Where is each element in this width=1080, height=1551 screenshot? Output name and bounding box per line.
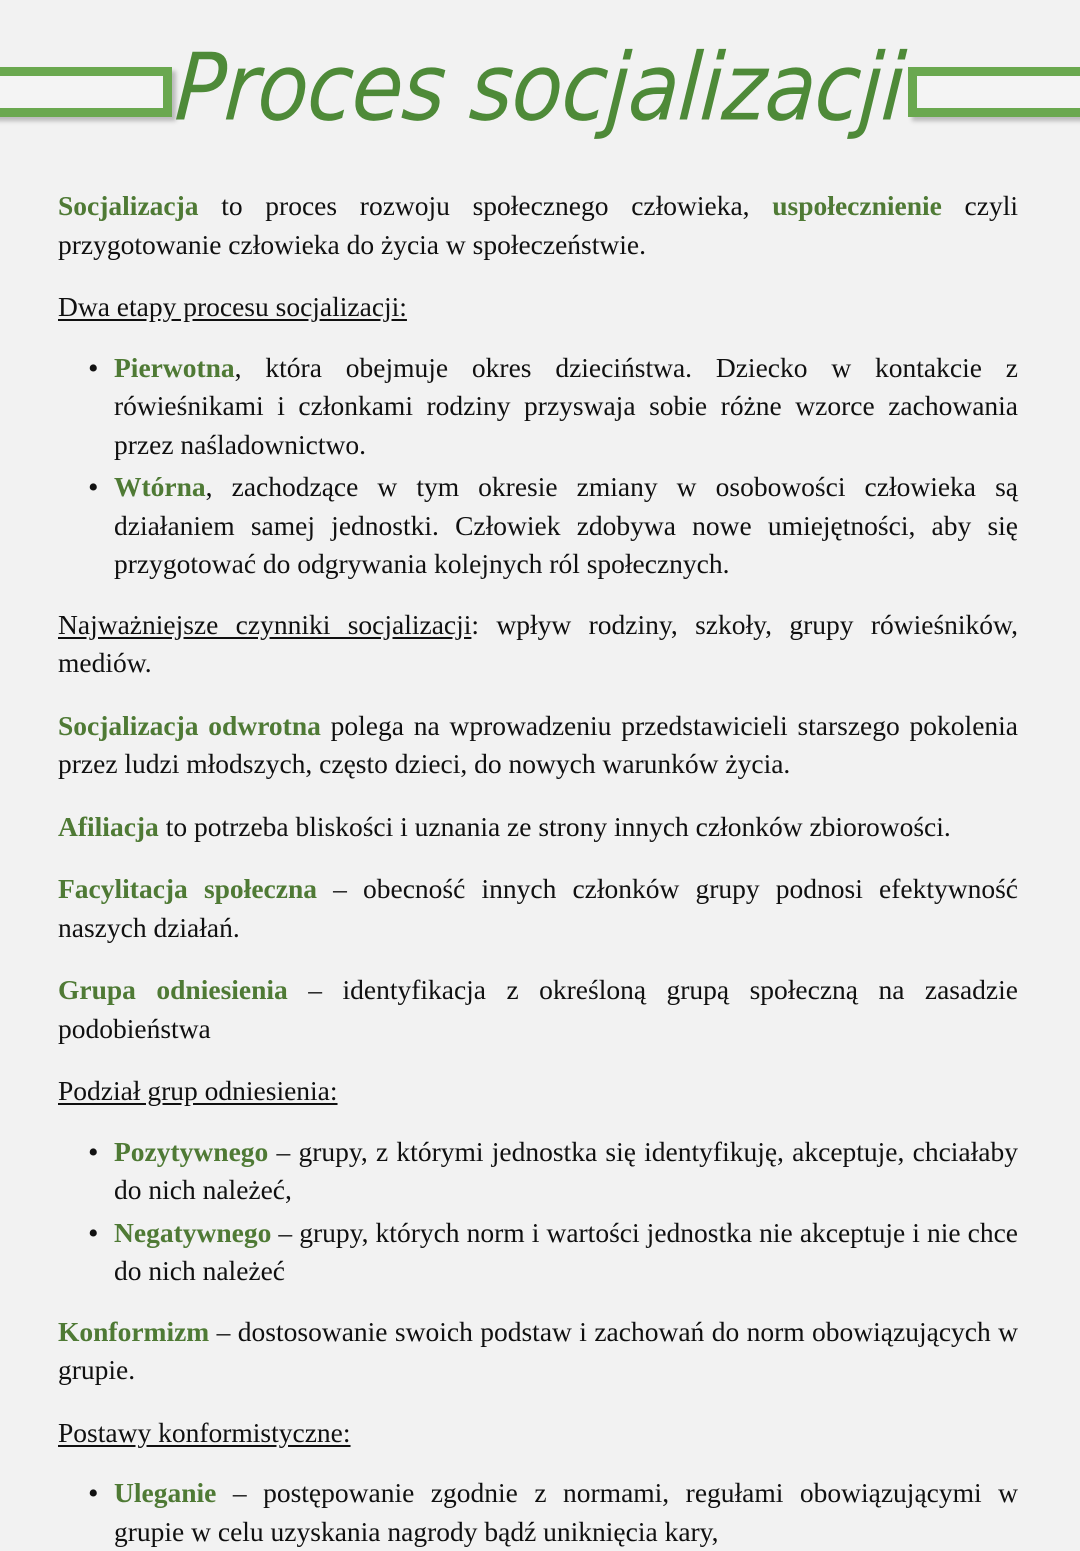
term-grupa-odniesienia: Grupa odniesienia [58,974,288,1005]
term-uleganie: Uleganie [114,1477,217,1508]
list-item-text: – grupy, z którymi jednostka się identyfikuję, akceptuje, chciałaby do nich należeć, [114,1135,1018,1205]
list-groups [58,1133,1018,1291]
term-socjalizacja: Socjalizacja [58,190,199,221]
intro-tail-text: czyli przygotowanie człowieka do życia w społeczeństwie. [58,190,1019,260]
konformizm-text: – dostosowanie swoich podstaw i zachowań do norm obowiązujących w grupie. [58,1315,1018,1385]
term-pozytywnego: Pozytywnego [114,1135,269,1167]
term-wtorna: Wtórna [114,471,206,502]
list-item-text: – grupy, których norm i wartości jednostka nie akceptuje i nie chce do nich należeć [114,1216,1018,1286]
paragraph-factors [58,606,1018,683]
title-decoration-box-right [908,67,1080,117]
heading-stages-label: Dwa etapy procesu socjalizacji: [58,291,407,322]
list-item [58,349,1018,465]
paragraph-konformizm [58,1313,1018,1390]
term-negatywnego: Negatywnego [114,1216,272,1248]
term-uspolecznienie: uspołecznienie [772,190,942,221]
list-item-text: – postępowanie zgodnie z normami, regułami obowiązującymi w grupie w celu uzyskania nagrody bądź uniknięcia kary, [114,1477,1018,1547]
heading-attitudes [58,1414,1018,1453]
paragraph-socjalizacja-odwrotna [58,707,1018,784]
definition-text: polega na wprowadzeniu przedstawicieli starszego pokolenia przez ludzi młodszych, często dzieci, do nowych warunków życia. [58,709,1018,779]
definition-text: to potrzeba bliskości i uznania ze strony innych członków zbiorowości. [158,810,951,842]
heading-groups [58,1072,1018,1111]
heading-attitudes-label: Postawy konformistyczne: [58,1416,351,1448]
term-afiliacja: Afiliacja [58,810,159,842]
definition-text: – obecność innych członków grupy podnosi efektywność naszych działań. [58,873,1018,943]
title-decoration-box-left [0,67,172,117]
term-socjalizacja-odwrotna: Socjalizacja odwrotna [58,709,321,741]
paragraph-afiliacja [58,808,1018,847]
heading-factors-label: Najważniejsze czynniki socjalizacji [58,608,472,640]
paragraph-grupa-odniesienia [58,971,1018,1048]
paragraph-facylitacja-spoleczna [58,870,1018,947]
paragraph-intro [58,187,1018,264]
list-item-text: , która obejmuje okres dzieciństwa. Dziecko w kontakcie z rówieśnikami i członkami rodziny przyswaja sobie różne wzorce zachowania przez naśladownictwo. [114,351,1018,460]
list-item [58,1474,1018,1551]
list-item [58,1133,1018,1210]
list-item [58,468,1018,584]
heading-stages [58,288,1018,327]
term-pierwotna: Pierwotna [114,351,235,383]
document-content [0,175,1080,1551]
list-item [58,1214,1018,1291]
title-banner [0,0,1080,175]
term-facylitacja-spoleczna: Facylitacja społeczna [58,873,317,904]
factors-text: : wpływ rodziny, szkoły, grupy rówieśników, mediów. [58,608,1019,678]
intro-middle-text: to proces rozwoju społecznego człowieka, [198,190,773,221]
definition-text: – identyfikacja z określoną grupą społeczną na zasadzie podobieństwa [58,974,1018,1044]
page-title: Proces socjalizacji [172,33,908,142]
list-stages [58,349,1018,584]
list-item-text: , zachodzące w tym okresie zmiany w osobowości człowieka są działaniem samej jednostki. Człowiek zdobywa nowe umiejętności, aby się przygotować do odgrywania kolejnych ról społecznych. [114,471,1018,579]
list-attitudes [58,1474,1018,1551]
heading-groups-label: Podział grup odniesienia: [58,1075,338,1106]
term-konformizm: Konformizm [58,1315,210,1347]
